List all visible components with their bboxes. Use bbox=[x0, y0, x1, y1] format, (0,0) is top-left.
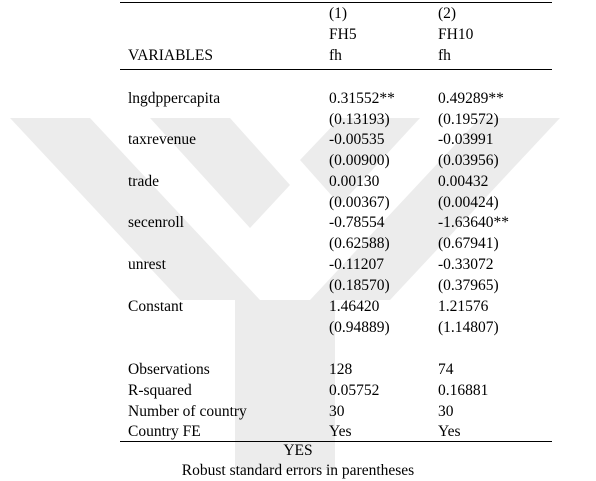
stat-col1: 128 bbox=[329, 361, 353, 378]
stat-label: Observations bbox=[128, 361, 210, 378]
coef-col1: 0.31552** bbox=[329, 90, 395, 107]
se-col2: (0.67941) bbox=[438, 235, 499, 252]
variables-header: VARIABLES bbox=[128, 47, 213, 64]
se-col2: (0.00424) bbox=[438, 194, 499, 211]
se-col2: (0.19572) bbox=[438, 111, 499, 128]
se-col2: (0.03956) bbox=[438, 152, 499, 169]
stat-col1: Yes bbox=[329, 423, 352, 440]
stat-col2: 0.16881 bbox=[438, 382, 489, 399]
coef-col2: 1.21576 bbox=[438, 298, 489, 315]
col2-depvar: fh bbox=[438, 47, 451, 64]
row-label: taxrevenue bbox=[128, 131, 196, 148]
table-top-rule bbox=[120, 2, 552, 3]
coef-col1: -0.78554 bbox=[329, 214, 385, 231]
se-col1: (0.13193) bbox=[329, 111, 390, 128]
se-col1: (0.94889) bbox=[329, 319, 390, 336]
stat-col2: 30 bbox=[438, 403, 454, 420]
se-col1: (0.00367) bbox=[329, 194, 390, 211]
coef-col2: -0.33072 bbox=[438, 256, 494, 273]
col2-number: (2) bbox=[438, 5, 457, 22]
stat-col1: 30 bbox=[329, 403, 345, 420]
stat-label: Country FE bbox=[128, 423, 201, 440]
header-rule bbox=[120, 69, 552, 70]
col2-name: FH10 bbox=[438, 26, 474, 43]
stat-label: R-squared bbox=[128, 382, 192, 399]
row-label: lngdppercapita bbox=[128, 90, 221, 107]
coef-col2: 0.00432 bbox=[438, 173, 489, 190]
coef-col2: 0.49289** bbox=[438, 90, 504, 107]
stat-label: Number of country bbox=[128, 403, 247, 420]
se-col2: (1.14807) bbox=[438, 319, 499, 336]
row-label: secenroll bbox=[128, 214, 184, 231]
yes-note: YES bbox=[283, 442, 313, 459]
col1-number: (1) bbox=[329, 5, 348, 22]
col1-depvar: fh bbox=[329, 47, 342, 64]
coef-col1: 1.46420 bbox=[329, 298, 380, 315]
coef-col1: -0.00535 bbox=[329, 131, 385, 148]
se-col1: (0.62588) bbox=[329, 235, 390, 252]
se-col2: (0.37965) bbox=[438, 277, 499, 294]
coef-col1: -0.11207 bbox=[329, 256, 384, 273]
coef-col2: -0.03991 bbox=[438, 131, 494, 148]
row-label: Constant bbox=[128, 298, 184, 315]
col1-name: FH5 bbox=[329, 26, 357, 43]
coef-col1: 0.00130 bbox=[329, 173, 380, 190]
stat-col1: 0.05752 bbox=[329, 382, 380, 399]
row-label: unrest bbox=[128, 256, 166, 273]
stat-col2: Yes bbox=[438, 423, 461, 440]
se-col1: (0.18570) bbox=[329, 277, 390, 294]
stat-col2: 74 bbox=[438, 361, 454, 378]
se-col1: (0.00900) bbox=[329, 152, 390, 169]
row-label: trade bbox=[128, 173, 159, 190]
coef-col2: -1.63640** bbox=[438, 214, 510, 231]
standard-errors-note: Robust standard errors in parentheses bbox=[181, 462, 415, 479]
